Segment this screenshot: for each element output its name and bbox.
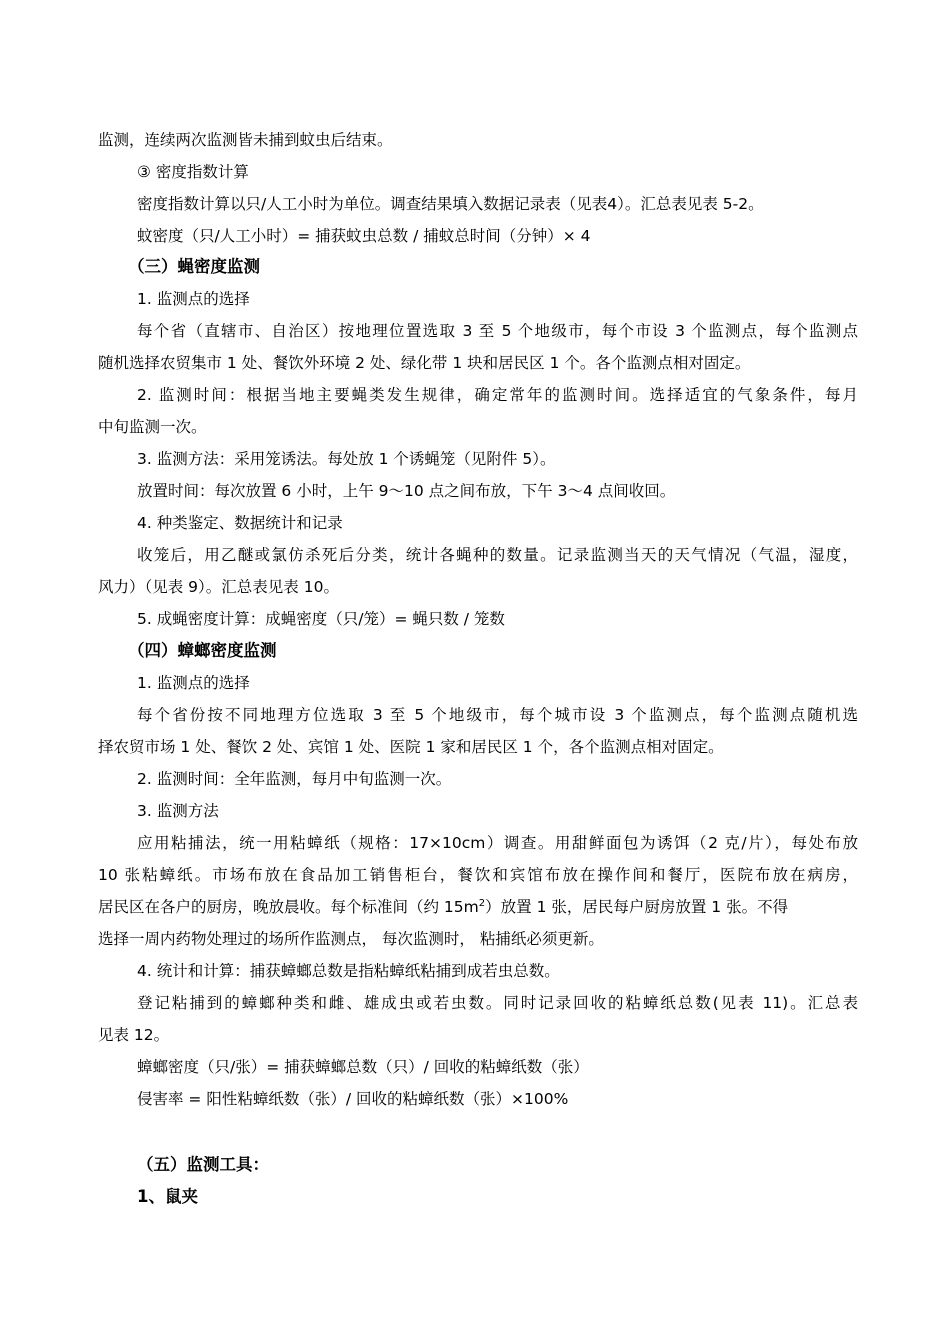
subheading: 4. 种类鉴定、数据统计和记录 bbox=[137, 514, 343, 532]
formula-cockroach-density: 蟑螂密度（只/张）= 捕获蟑螂总数（只）/ 回收的粘蟑纸数（张） bbox=[137, 1058, 589, 1076]
text-segment: 居民区在各户的厨房，晚放晨收。每个标准间（约 15m bbox=[98, 898, 479, 916]
subheading: 3. 监测方法 bbox=[137, 802, 219, 820]
paragraph-line: 放置时间：每次放置 6 小时，上午 9～10 点之间布放，下午 3～4 点间收回。 bbox=[137, 482, 676, 500]
paragraph-line bbox=[98, 896, 858, 918]
paragraph-line: 择农贸市场 1 处、餐饮 2 处、宾馆 1 处、医院 1 家和居民区 1 个，各个监测点相对固定。 bbox=[98, 738, 724, 756]
subheading: 1. 监测点的选择 bbox=[137, 674, 250, 692]
paragraph-line: 应用粘捕法，统一用粘蟑纸（规格：17×10cm）调查。用甜鲜面包为诱饵（2 克/片），每处布放 bbox=[137, 834, 858, 852]
paragraph-line: 密度指数计算以只/人工小时为单位。调查结果填入数据记录表（见表4）。汇总表见表 5-2。 bbox=[137, 195, 764, 213]
subheading-rat-trap: 1、鼠夹 bbox=[137, 1187, 198, 1206]
subheading: 1. 监测点的选择 bbox=[137, 290, 250, 308]
paragraph-line: 风力）（见表 9）。汇总表见表 10。 bbox=[98, 578, 339, 596]
formula-infestation-rate: 侵害率 = 阳性粘蟑纸数（张）/ 回收的粘蟑纸数（张）×100% bbox=[137, 1090, 569, 1108]
paragraph-line: 监测，连续两次监测皆未捕到蚊虫后结束。 bbox=[98, 131, 393, 149]
paragraph-line: 见表 12。 bbox=[98, 1026, 170, 1044]
paragraph-line: 每个省份按不同地理方位选取 3 至 5 个地级市，每个城市设 3 个监测点，每个监测点随机选 bbox=[137, 706, 858, 724]
section-heading-fly: （三）蝇密度监测 bbox=[128, 257, 260, 276]
paragraph-line: 收笼后，用乙醚或氯仿杀死后分类，统计各蝇种的数量。记录监测当天的天气情况（气温，湿度， bbox=[137, 546, 858, 564]
text-segment: ）放置 1 张，居民每户厨房放置 1 张。不得 bbox=[485, 898, 789, 916]
paragraph-line: 2. 监测时间：全年监测，每月中旬监测一次。 bbox=[137, 770, 452, 788]
paragraph-line: 2. 监测时间：根据当地主要蝇类发生规律，确定常年的监测时间。选择适宜的气象条件，每月 bbox=[137, 386, 858, 404]
paragraph-line: 每个省（直辖市、自治区）按地理位置选取 3 至 5 个地级市，每个市设 3 个监测点，每个监测点 bbox=[137, 322, 858, 340]
section-heading-cockroach: （四）蟑螂密度监测 bbox=[128, 641, 277, 660]
paragraph-line: 登记粘捕到的蟑螂种类和雌、雄成虫或若虫数。同时记录回收的粘蟑纸总数(见表 11)。汇总表 bbox=[137, 994, 858, 1012]
superscript: 2 bbox=[478, 898, 486, 909]
formula-fly-density: 5. 成蝇密度计算：成蝇密度（只/笼）= 蝇只数 / 笼数 bbox=[137, 610, 505, 628]
paragraph-line: 3. 监测方法：采用笼诱法。每处放 1 个诱蝇笼（见附件 5）。 bbox=[137, 450, 556, 468]
paragraph-line: 4. 统计和计算：捕获蟑螂总数是指粘蟑纸粘捕到成若虫总数。 bbox=[137, 962, 560, 980]
section-heading-tools: （五）监测工具： bbox=[137, 1155, 269, 1174]
paragraph-line: 选择一周内药物处理过的场所作监测点， 每次监测时， 粘捕纸必须更新。 bbox=[98, 930, 604, 948]
paragraph-line: 随机选择农贸集市 1 处、餐饮外环境 2 处、绿化带 1 块和居民区 1 个。各个监测点相对固定。 bbox=[98, 354, 751, 372]
formula-mosquito-density: 蚊密度（只/人工小时）= 捕获蚊虫总数 / 捕蚊总时间（分钟）× 4 bbox=[137, 227, 591, 245]
subheading-density-index: ③ 密度指数计算 bbox=[137, 163, 249, 181]
paragraph-line: 中旬监测一次。 bbox=[98, 418, 207, 436]
paragraph-line: 10 张粘蟑纸。市场布放在食品加工销售柜台，餐饮和宾馆布放在操作间和餐厅，医院布放在病房， bbox=[98, 866, 858, 884]
